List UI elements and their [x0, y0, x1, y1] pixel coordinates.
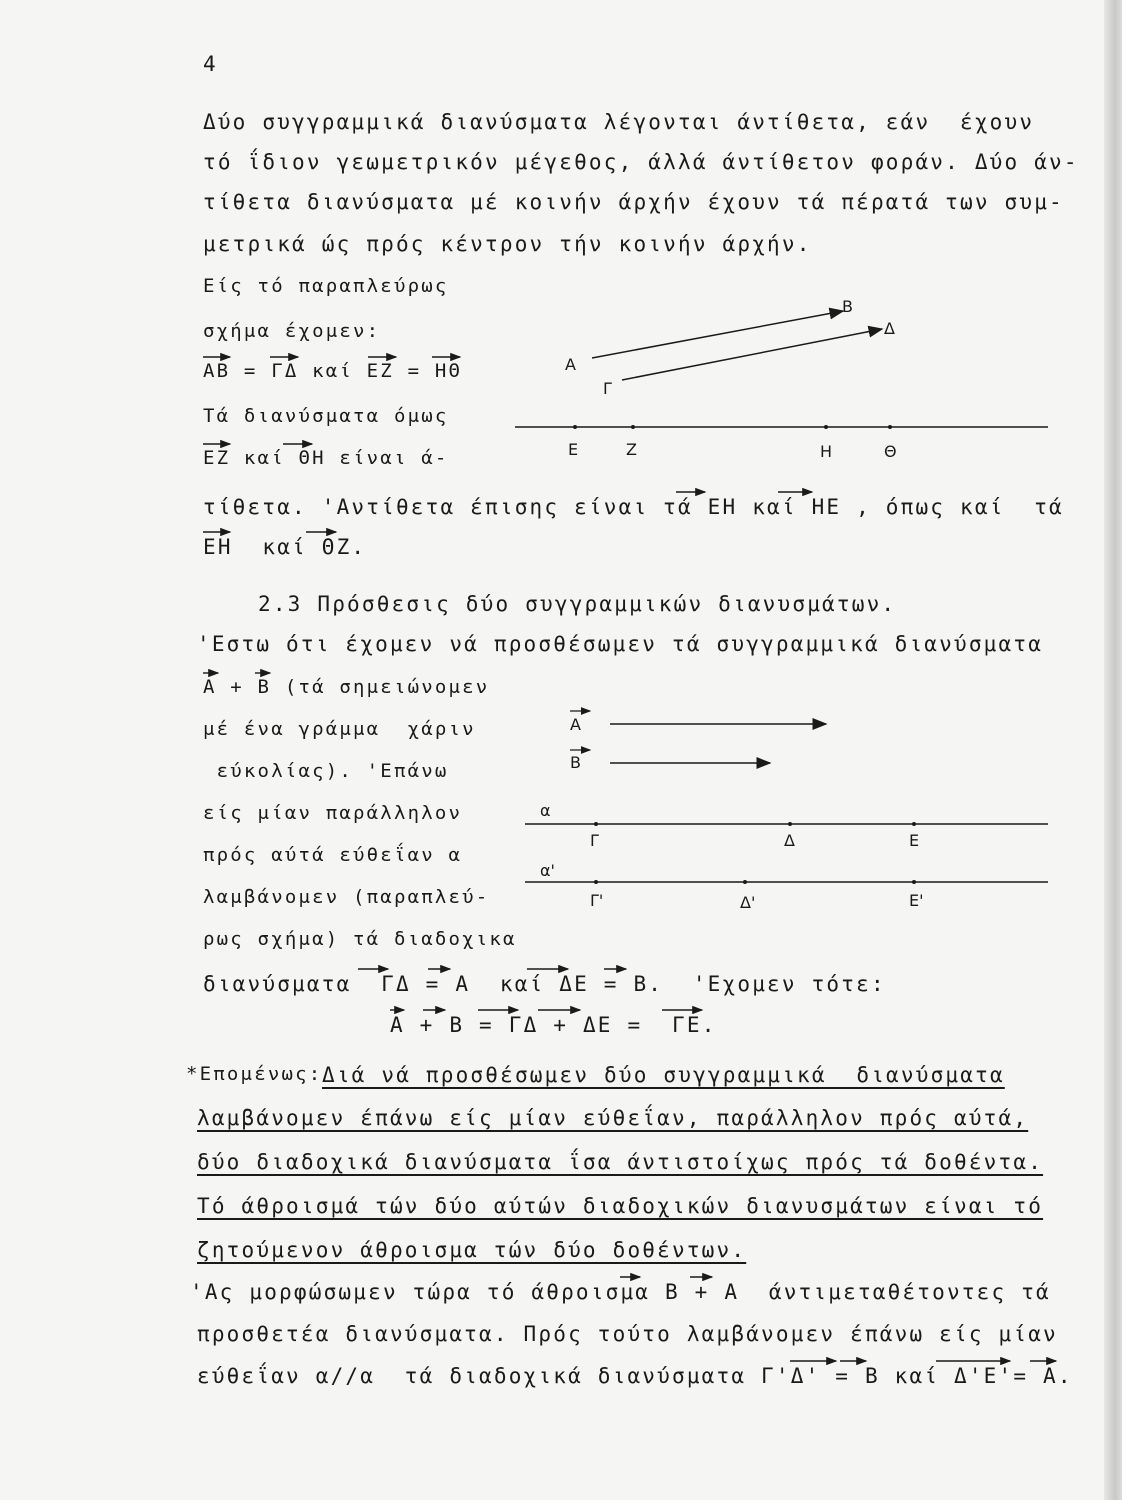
- fig1-text-5: EZ καί ΘH είναι ά-: [203, 447, 449, 469]
- fig1-label-e: E: [568, 440, 579, 459]
- fig2-text-5: πρός αύτά εύθεΐαν α: [203, 844, 463, 866]
- para5-line3: εύθεΐαν α//α τά διαδοχικά διανύσματα Γ'Δ' = B καί Δ'E'= A.: [197, 1364, 1073, 1388]
- fig2-label-a: A: [570, 715, 581, 734]
- conclusion-line1: Διά νά προσθέσωμεν δύο συγγραμμικά διανύσματα: [322, 1063, 1005, 1087]
- fig2-label-g: Γ: [590, 831, 599, 850]
- fig1-text-4: Τά διανύσματα όμως: [203, 405, 449, 427]
- fig2-text-2: μέ ένα γράμμα χάριν: [203, 718, 476, 740]
- fig2-text-4: είς μίαν παράλληλον: [203, 802, 463, 824]
- vector-ab: [592, 311, 843, 358]
- conclusion-line4: Τό άθροισμά τών δύο αύτών διαδοχικών διανυσμάτων είναι τό: [197, 1194, 1044, 1218]
- para2-line1: τίθετα. 'Αντίθετα έπισης είναι τά EH καί HE , όπως καί τά: [203, 495, 1064, 519]
- para5-line2: προσθετέα διανύσματα. Πρός τούτο λαμβάνομεν έπάνω είς μίαν: [197, 1322, 1058, 1346]
- fig1-label-a: A: [565, 355, 576, 374]
- fig1-label-b: B: [842, 297, 853, 316]
- fig2-label-g2: Γ': [590, 891, 604, 910]
- fig2-label-d: Δ: [784, 831, 795, 850]
- fig2-text-7: ρως σχήμα) τά διαδοχικα: [203, 928, 517, 950]
- para5-line1: 'Ας μορφώσωμεν τώρα τό άθροισμα B + A άντιμεταθέτοντες τά: [190, 1280, 1051, 1304]
- fig1-text-3: AB = ΓΔ καί EZ = HΘ: [203, 360, 463, 382]
- vector-overlines: [203, 357, 1056, 1361]
- figure-1: [515, 297, 1048, 461]
- fig2-label-alpha: α: [540, 801, 551, 820]
- para3: 'Εστω ότι έχομεν νά προσθέσωμεν τά συγγραμμικά διανύσματα: [197, 632, 1044, 656]
- fig2-label-b: B: [570, 753, 581, 772]
- fig1-label-g: Γ: [603, 379, 612, 398]
- para1-line3: τίθετα διανύσματα μέ κοινήν άρχήν έχουν τά πέρατά των συμ-: [203, 190, 1064, 214]
- para1-line1: Δύο συγγραμμικά διανύσματα λέγονται άντίθετα, εάν έχουν: [203, 110, 1035, 134]
- para1-line4: μετρικά ώς πρός κέντρον τήν κοινήν άρχήν.: [203, 232, 812, 256]
- fig1-label-h: H: [820, 442, 833, 461]
- fig1-label-z: Z: [626, 440, 637, 459]
- equation: A + B = ΓΔ + ΔE = ΓE.: [390, 1013, 717, 1037]
- section-title: 2.3 Πρόσθεσις δύο συγγραμμικών διανυσμάτων.: [258, 592, 897, 616]
- fig2-label-d2: Δ': [740, 893, 756, 912]
- conclusion-line2: λαμβάνομεν έπάνω είς μίαν εύθεΐαν, παράλληλον πρός αύτά,: [197, 1106, 1029, 1130]
- fig2-text-6: λαμβάνομεν (παραπλεύ-: [203, 886, 490, 908]
- para1-line2: τό ΐδιον γεωμετρικόν μέγεθος, άλλά άντίθετον φοράν. Δύο άν-: [203, 150, 1079, 174]
- para2-line2: EH καί ΘZ.: [203, 535, 367, 559]
- conclusion-line5: ζητούμενον άθροισμα τών δύο δοθέντων.: [197, 1238, 747, 1262]
- fig2-label-e2: E': [909, 891, 924, 910]
- figure-2: [525, 711, 1048, 912]
- fig2-text-3: εύκολίας). 'Επάνω: [203, 760, 449, 782]
- page-number: 4: [203, 52, 218, 76]
- fig2-text-1: A + B (τά σημειώνομεν: [203, 676, 490, 698]
- fig1-label-d: Δ: [884, 319, 895, 338]
- fig1-text-2: σχήμα έχομεν:: [203, 320, 381, 342]
- para4: διανύσματα ΓΔ = A καί ΔE = B. 'Εχομεν τότε:: [203, 972, 886, 996]
- fig2-label-e: E: [909, 831, 920, 850]
- conclusion-prefix: *Επομένως:: [186, 1063, 323, 1085]
- conclusion-line3: δύο διαδοχικά διανύσματα ΐσα άντιστοίχως πρός τά δοθέντα.: [197, 1150, 1044, 1174]
- vector-gd: [622, 329, 882, 380]
- fig1-label-th: Θ: [884, 442, 897, 461]
- fig2-label-alpha2: α': [540, 861, 555, 880]
- fig1-text-1: Είς τό παραπλεύρως: [203, 275, 449, 297]
